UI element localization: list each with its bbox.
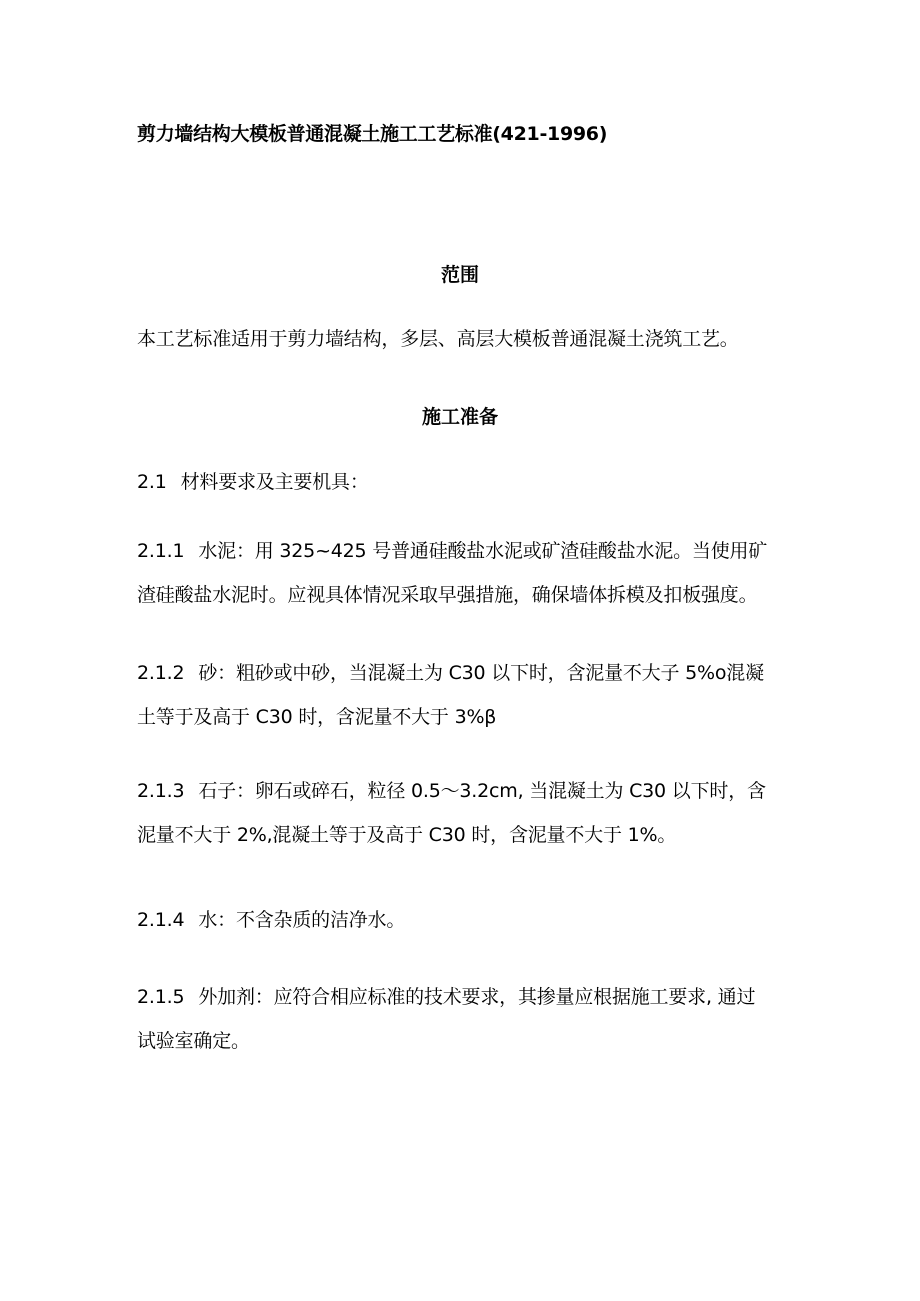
item-text: 材料要求及主要机具： [180,471,369,493]
item-number: 2.1.2 [137,662,185,684]
item-2-1-1 [137,534,797,613]
item-text: 石子：卵石或碎石，粒径 0.5～3.2cm, 当混凝土为 C30 以下时，含 [198,780,766,802]
item-text: 砂：粗砂或中砂，当混凝土为 C30 以下时，含泥量不大子 5%o混凝 [198,662,764,684]
item-text: 水泥：用 325~425 号普通硅酸盐水泥或矿渣硅酸盐水泥。当使用矿 [198,540,768,562]
item-2-1-3 [137,774,797,853]
item-2-1-5 [137,980,797,1059]
item-2-1 [137,465,797,500]
item-2-1-4 [137,903,797,938]
document-title: 剪力墙结构大模板普通混凝土施工工艺标准(421-1996) [137,123,608,145]
item-text: 外加剂：应符合相应标准的技术要求，其掺量应根据施工要求, 通过 [198,986,756,1008]
item-text-continued: 渣硅酸盐水泥时。应视具体情况采取早强措施，确保墙体拆模及扣板强度。 [137,584,758,606]
item-text-continued: 试验室确定。 [137,1030,250,1052]
item-text: 水：不含杂质的洁净水。 [198,909,406,931]
item-number: 2.1.5 [137,986,185,1008]
scope-paragraph [137,322,797,357]
section-heading-preparation: 施工准备 [421,406,498,428]
item-text-continued: 泥量不大于 2%,混凝土等于及高于 C30 时，含泥量不大于 1%。 [137,824,677,846]
scope-paragraph-text: 本工艺标准适用于剪力墙结构，多层、高层大模板普通混凝土浇筑工艺。 [137,328,739,350]
item-number: 2.1.3 [137,780,185,802]
item-number: 2.1.4 [137,909,185,931]
item-number: 2.1.1 [137,540,185,562]
item-text-continued: 土等于及高于 C30 时，含泥量不大于 3%β [137,706,497,728]
item-2-1-2 [137,656,797,735]
item-number: 2.1 [137,471,167,493]
section-heading-scope: 范围 [440,264,479,286]
